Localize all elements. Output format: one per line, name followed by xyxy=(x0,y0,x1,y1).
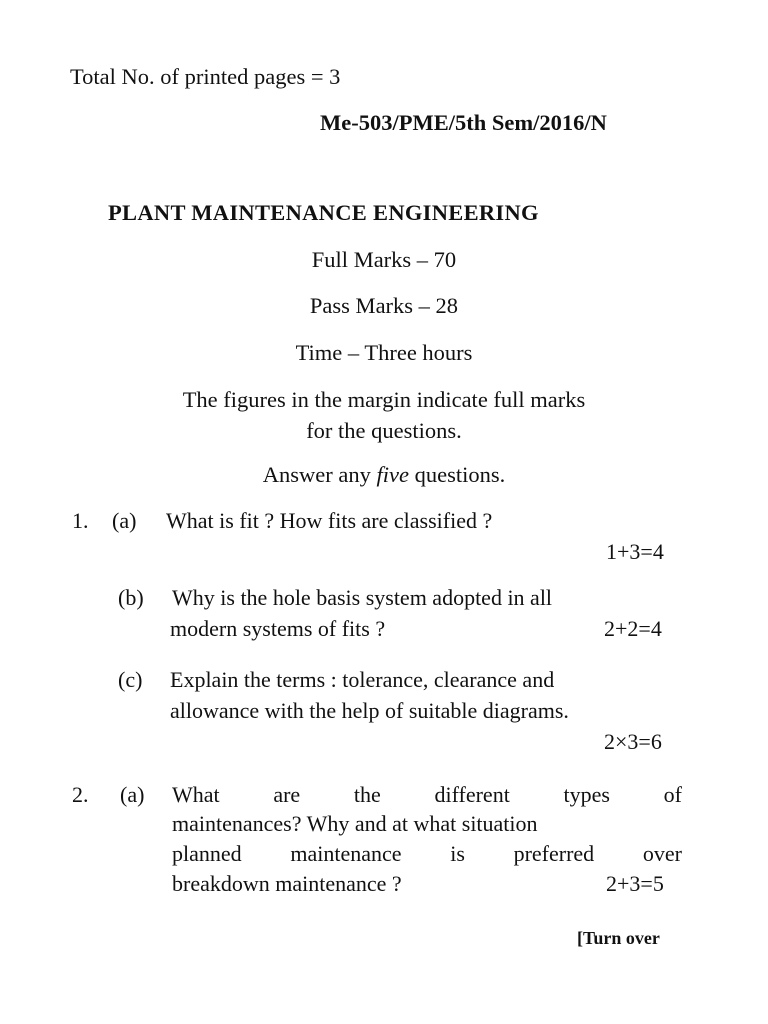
q2a-word: What xyxy=(172,782,220,807)
q2a-text-line-1 xyxy=(172,782,682,808)
q2a-word: preferred xyxy=(513,841,595,866)
q2a-word: planned xyxy=(172,841,242,866)
q1b-label: (b) xyxy=(118,585,144,610)
q1b-text-line-1: Why is the hole basis system adopted in all xyxy=(172,585,553,610)
q2a-label: (a) xyxy=(120,782,145,807)
answer-emphasis: five xyxy=(376,462,409,487)
q2a-word: the xyxy=(353,782,381,807)
instruction-line-2: for the questions. xyxy=(306,418,462,443)
q2a-text-line-4: breakdown maintenance ? xyxy=(172,871,402,896)
instruction-line-1: The figures in the margin indicate full marks xyxy=(182,387,586,412)
answer-prefix: Answer any xyxy=(262,462,377,487)
q1c-text-line-2: allowance with the help of suitable diagrams. xyxy=(170,698,569,723)
answer-instruction xyxy=(0,462,768,488)
total-pages-line: Total No. of printed pages = 3 xyxy=(70,64,341,89)
paper-code: Me-503/PME/5th Sem/2016/N xyxy=(320,110,607,135)
turn-over-note: [Turn over xyxy=(577,928,660,948)
q2a-word: is xyxy=(450,841,465,866)
q1a-marks: 1+3=4 xyxy=(606,539,664,564)
q1c-marks: 2×3=6 xyxy=(604,729,662,754)
q1a-label: (a) xyxy=(112,508,137,533)
q2a-word: types xyxy=(563,782,610,807)
q1a-text: What is fit ? How fits are classified ? xyxy=(166,508,493,533)
full-marks: Full Marks – 70 xyxy=(311,247,457,272)
q1c-label: (c) xyxy=(118,667,143,692)
q2a-word: different xyxy=(434,782,510,807)
pass-marks: Pass Marks – 28 xyxy=(309,293,459,318)
q1b-text-line-2: modern systems of fits ? xyxy=(170,616,386,641)
q2a-word: over xyxy=(642,841,682,866)
q2a-text-line-2: maintenances? Why and at what situation xyxy=(172,811,538,836)
question-1-number: 1. xyxy=(72,508,89,533)
subject-title: PLANT MAINTENANCE ENGINEERING xyxy=(108,200,539,225)
q2a-marks: 2+3=5 xyxy=(606,871,664,896)
answer-suffix: questions. xyxy=(408,462,506,487)
q1c-text-line-1: Explain the terms : tolerance, clearance and xyxy=(170,667,555,692)
q1b-marks: 2+2=4 xyxy=(604,616,662,641)
q2a-text-line-3 xyxy=(172,841,682,867)
time-allowed: Time – Three hours xyxy=(295,340,473,365)
question-2-number: 2. xyxy=(72,782,89,807)
q2a-word: maintenance xyxy=(290,841,402,866)
q2a-word: of xyxy=(663,782,682,807)
q2a-word: are xyxy=(273,782,301,807)
